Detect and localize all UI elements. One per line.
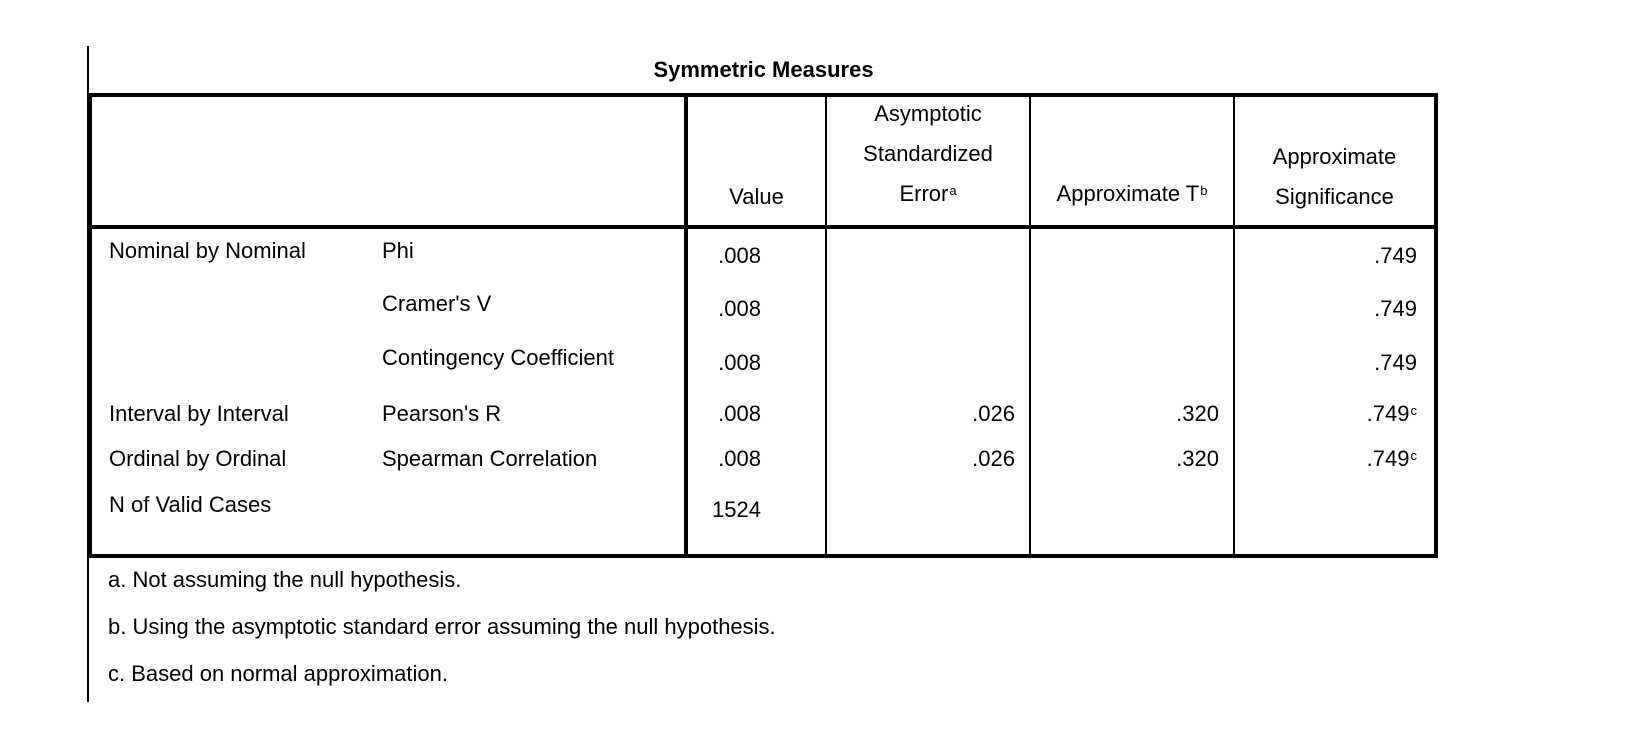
footnote-b: b. Using the asymptotic standard error assuming the null hypothesis. <box>108 614 776 639</box>
header-approximate-significance <box>1235 97 1434 225</box>
row-measure-label: Contingency Coefficient <box>382 345 614 370</box>
header-approx-t-label: Approximate T <box>1056 181 1200 206</box>
header-value-label: Value <box>729 184 784 209</box>
header-ase-line3-wrap <box>899 174 956 217</box>
row-group-label: Interval by Interval <box>109 401 289 426</box>
cell-significance-wrap <box>1367 445 1417 476</box>
row-measure-label: Pearson's R <box>382 401 502 426</box>
cell-value: .008 <box>718 350 761 375</box>
header-ase-line2: Standardized <box>863 141 993 166</box>
cell-value: .008 <box>718 446 761 471</box>
footnote-marker-c: c <box>1410 448 1417 463</box>
header-separator <box>92 225 1434 229</box>
cell-value: .008 <box>718 296 761 321</box>
cell-significance: .749 <box>1374 296 1417 321</box>
cell-significance: .749 <box>1366 401 1410 426</box>
header-approx-sig-line2: Significance <box>1275 184 1394 209</box>
cell-asymptotic-std-error: .026 <box>972 446 1015 471</box>
header-asymptotic-std-error <box>827 97 1029 225</box>
cell-approximate-t: .320 <box>1176 446 1219 471</box>
footnote-marker-b: b <box>1200 183 1208 198</box>
header-approx-sig-line1: Approximate <box>1272 144 1397 169</box>
cell-significance-wrap <box>1367 400 1417 431</box>
footnote-a: a. Not assuming the null hypothesis. <box>108 567 462 592</box>
header-approx-t-wrap <box>1057 174 1208 217</box>
cell-significance: .749 <box>1374 243 1417 268</box>
row-measure-label: Spearman Correlation <box>382 446 598 471</box>
cell-significance: .749 <box>1374 350 1417 375</box>
header-approximate-t <box>1031 97 1233 225</box>
row-group-label: Nominal by Nominal <box>109 238 306 263</box>
header-ase-line3: Error <box>899 181 949 206</box>
row-measure-label: Cramer's V <box>382 291 492 316</box>
header-ase-line1: Asymptotic <box>874 101 982 126</box>
cell-value: .008 <box>718 401 761 426</box>
footnote-c: c. Based on normal approximation. <box>108 661 448 686</box>
footnote-marker-c: c <box>1410 403 1417 418</box>
header-value <box>688 97 825 225</box>
row-group-label: Ordinal by Ordinal <box>109 446 287 471</box>
symmetric-measures-table <box>88 93 1438 558</box>
table-title: Symmetric Measures <box>653 57 874 82</box>
cell-approximate-t: .320 <box>1176 401 1219 426</box>
row-group-label: N of Valid Cases <box>109 492 272 517</box>
cell-significance: .749 <box>1366 446 1410 471</box>
cell-value: 1524 <box>712 497 761 522</box>
row-measure-label: Phi <box>382 238 414 263</box>
cell-asymptotic-std-error: .026 <box>972 401 1015 426</box>
cell-value: .008 <box>718 243 761 268</box>
footnote-marker-a: a <box>949 183 957 198</box>
